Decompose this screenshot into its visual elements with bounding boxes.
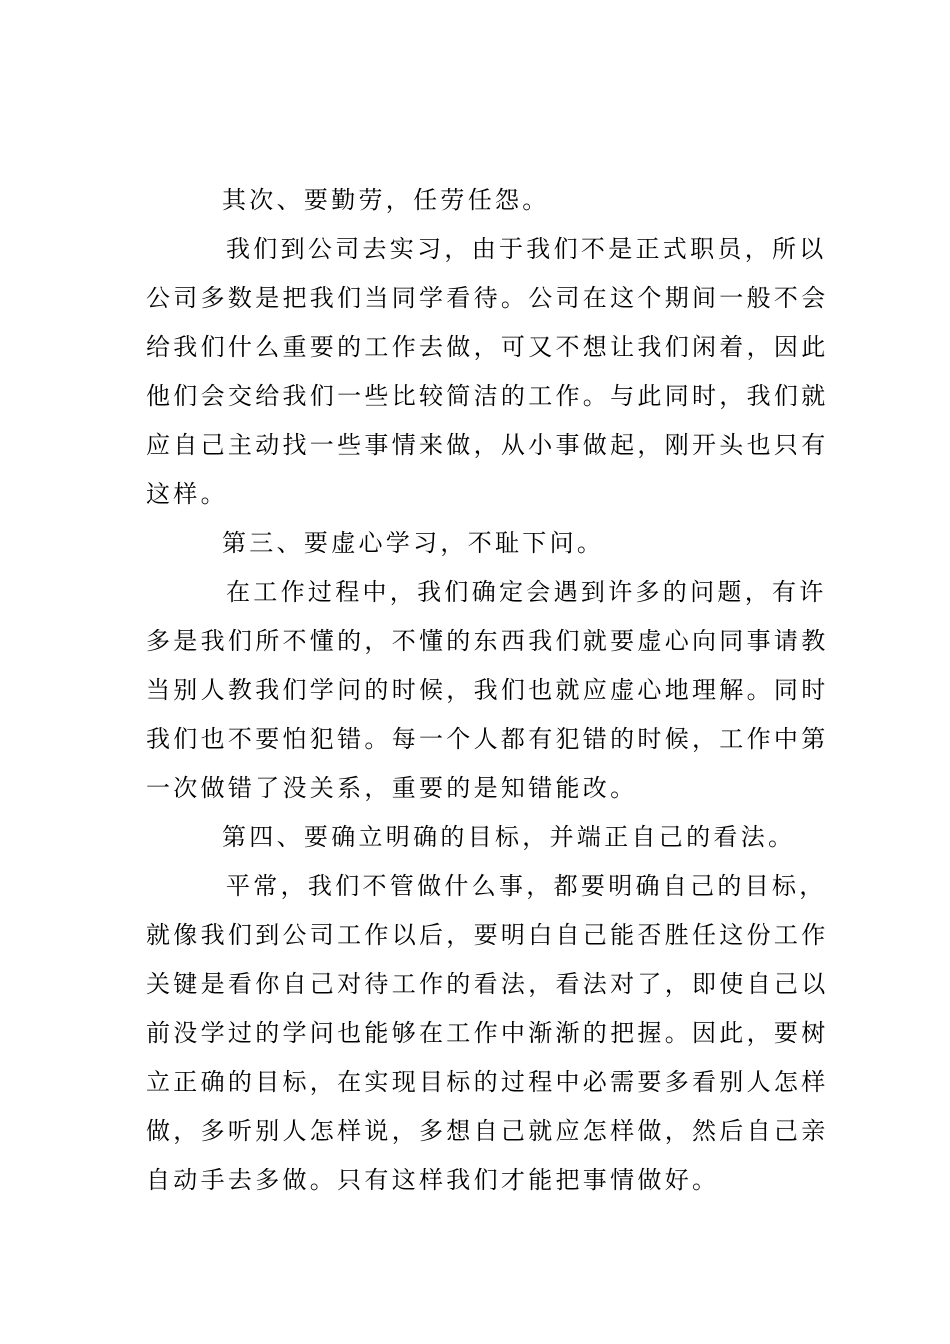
paragraph-line: 我们到公司去实习，由于我们不是正式职员，所以 bbox=[226, 235, 827, 263]
paragraph-line: 立正确的目标，在实现目标的过程中必需要多看别人怎样 bbox=[146, 1068, 829, 1096]
paragraph-line: 一次做错了没关系，重要的是知错能改。 bbox=[146, 774, 638, 802]
paragraph-line: 我们也不要怕犯错。每一个人都有犯错的时候，工作中第 bbox=[146, 725, 829, 753]
paragraph-line: 应自己主动找一些事情来做，从小事做起，刚开头也只有 bbox=[146, 431, 829, 459]
paragraph-line: 给我们什么重要的工作去做，可又不想让我们闲着，因此 bbox=[146, 333, 829, 361]
paragraph-line: 前没学过的学问也能够在工作中渐渐的把握。因此，要树 bbox=[146, 1019, 829, 1047]
document-body bbox=[146, 176, 829, 1205]
section-heading-diligence: 其次、要勤劳，任劳任怨。 bbox=[222, 186, 550, 214]
paragraph-line: 当别人教我们学问的时候，我们也就应虚心地理解。同时 bbox=[146, 676, 829, 704]
paragraph-line: 做，多听别人怎样说，多想自己就应怎样做，然后自己亲 bbox=[146, 1117, 829, 1145]
paragraph-line: 公司多数是把我们当同学看待。公司在这个期间一般不会 bbox=[146, 284, 829, 312]
paragraph-line: 在工作过程中，我们确定会遇到许多的问题，有许 bbox=[226, 578, 827, 606]
paragraph-line: 自动手去多做。只有这样我们才能把事情做好。 bbox=[146, 1166, 720, 1194]
paragraph-line: 关键是看你自己对待工作的看法，看法对了，即使自己以 bbox=[146, 970, 829, 998]
paragraph-line: 就像我们到公司工作以后，要明白自己能否胜任这份工作 bbox=[146, 921, 829, 949]
paragraph-line: 平常，我们不管做什么事，都要明确自己的目标， bbox=[226, 872, 827, 900]
paragraph-line: 多是我们所不懂的，不懂的东西我们就要虚心向同事请教 bbox=[146, 627, 829, 655]
section-heading-humble-learning: 第三、要虚心学习，不耻下问。 bbox=[222, 529, 605, 557]
section-heading-clear-goals: 第四、要确立明确的目标，并端正自己的看法。 bbox=[222, 823, 796, 851]
paragraph-line: 这样。 bbox=[146, 480, 228, 508]
paragraph-line: 他们会交给我们一些比较简洁的工作。与此同时，我们就 bbox=[146, 382, 829, 410]
